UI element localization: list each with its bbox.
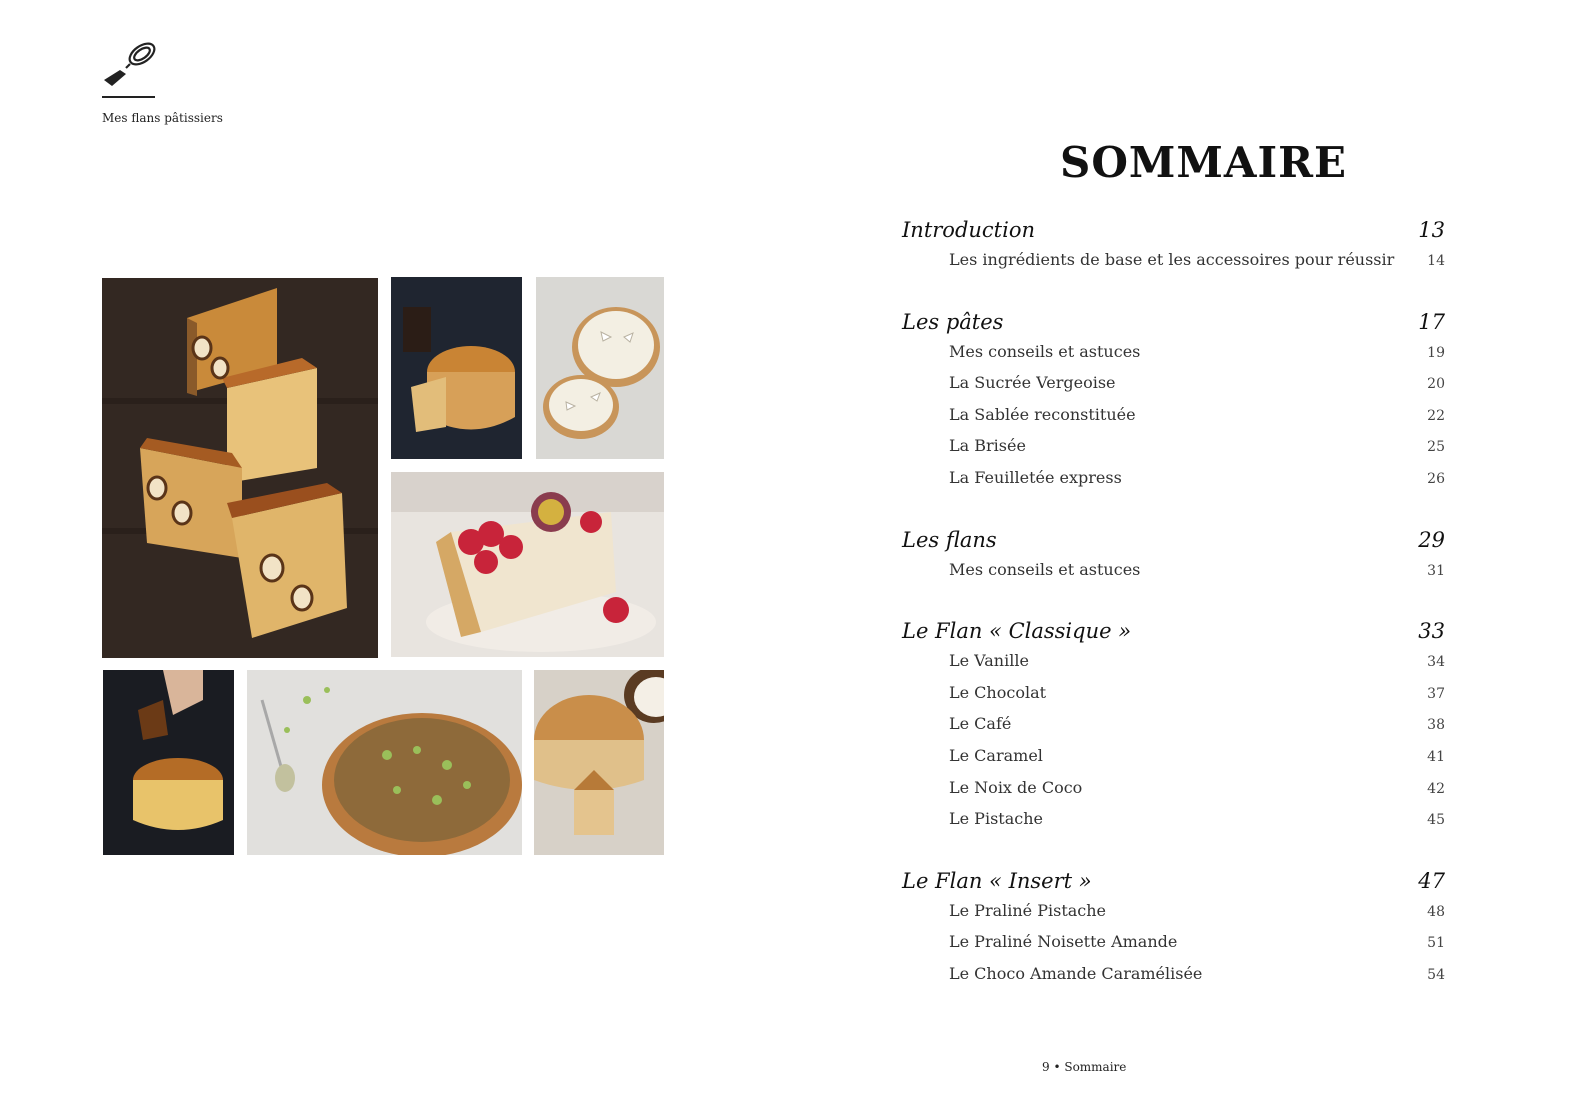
toc-item-label: Le Noix de Coco bbox=[949, 777, 1083, 797]
toc-section-title: Le Flan « Insert » bbox=[902, 868, 1092, 893]
toc-item-label: La Sablée reconstituée bbox=[949, 404, 1136, 424]
toc-section-title: Le Flan « Classique » bbox=[902, 619, 1132, 644]
toc-item-label: Mes conseils et astuces bbox=[949, 341, 1141, 361]
toc-item-label: La Feuilletée express bbox=[949, 467, 1122, 487]
toc-section-header[interactable] bbox=[902, 528, 1445, 560]
toc-section-page: 13 bbox=[1418, 218, 1445, 242]
toc-item[interactable] bbox=[902, 746, 1445, 778]
toc-section-page: 17 bbox=[1418, 309, 1445, 334]
toc-item-page: 41 bbox=[1427, 748, 1445, 765]
toc-item[interactable] bbox=[902, 964, 1445, 996]
toc-item-label: Mes conseils et astuces bbox=[949, 559, 1141, 579]
toc-item-page: 54 bbox=[1427, 966, 1445, 983]
photo-coconut-tart bbox=[536, 277, 664, 459]
toc-item-page: 34 bbox=[1427, 654, 1445, 671]
toc-item[interactable] bbox=[902, 560, 1445, 592]
toc-item-page: 20 bbox=[1427, 376, 1445, 393]
toc-section bbox=[902, 218, 1445, 282]
toc-item[interactable] bbox=[902, 901, 1445, 933]
photo-leopard-flan-slices bbox=[102, 278, 378, 658]
toc-item[interactable] bbox=[902, 342, 1445, 374]
toc-section-title: Introduction bbox=[902, 218, 1035, 242]
toc-section-header[interactable] bbox=[902, 619, 1445, 651]
toc-item-page: 38 bbox=[1427, 717, 1445, 734]
whisk-icon bbox=[100, 36, 160, 88]
toc-item[interactable] bbox=[902, 932, 1445, 964]
toc-item[interactable] bbox=[902, 809, 1445, 841]
photo-coconut-flan bbox=[534, 670, 664, 855]
toc-item-label: Le Chocolat bbox=[949, 682, 1047, 702]
photo-pistachio-flan bbox=[247, 670, 522, 855]
toc-section-header[interactable] bbox=[902, 310, 1445, 342]
toc-item[interactable] bbox=[902, 405, 1445, 437]
toc-item-page: 31 bbox=[1427, 562, 1445, 579]
toc-item-label: La Sucrée Vergeoise bbox=[949, 373, 1116, 393]
toc-section-page: 29 bbox=[1418, 527, 1445, 552]
toc-item-page: 45 bbox=[1427, 812, 1445, 829]
toc-item[interactable] bbox=[902, 683, 1445, 715]
toc-item-page: 51 bbox=[1427, 935, 1445, 952]
toc-section bbox=[902, 528, 1445, 592]
toc-section-title: Les flans bbox=[902, 527, 997, 552]
toc-section-page: 47 bbox=[1418, 868, 1445, 893]
toc-item-page: 26 bbox=[1427, 470, 1445, 487]
toc-section-header[interactable] bbox=[902, 869, 1445, 901]
toc-item[interactable] bbox=[902, 468, 1445, 500]
table-of-contents bbox=[902, 218, 1445, 1024]
toc-item-label: Le Caramel bbox=[949, 745, 1043, 765]
header-rule bbox=[102, 96, 155, 98]
toc-item-page: 37 bbox=[1427, 685, 1445, 702]
photo-raspberry-passion-flan bbox=[391, 472, 664, 657]
toc-item-label: Le Praliné Noisette Amande bbox=[949, 932, 1178, 952]
toc-item-page: 19 bbox=[1427, 344, 1445, 361]
toc-item-label: Le Café bbox=[949, 714, 1012, 734]
toc-item-page: 42 bbox=[1427, 780, 1445, 797]
toc-item[interactable] bbox=[902, 651, 1445, 683]
toc-section bbox=[902, 310, 1445, 500]
page-footer: 9 • Sommaire bbox=[1042, 1060, 1127, 1074]
toc-section-title: Les pâtes bbox=[902, 309, 1004, 334]
toc-item-label: Les ingrédients de base et les accessoires pour réussir bbox=[949, 250, 1395, 269]
toc-section-header[interactable] bbox=[902, 218, 1445, 250]
book-title: Mes flans pâtissiers bbox=[102, 111, 223, 125]
toc-item-page: 25 bbox=[1427, 439, 1445, 456]
toc-item-page: 22 bbox=[1427, 407, 1445, 424]
toc-item[interactable] bbox=[902, 250, 1445, 282]
photo-caramel-flan bbox=[391, 277, 522, 459]
toc-item-page: 48 bbox=[1427, 903, 1445, 920]
toc-item-label: Le Praliné Pistache bbox=[949, 900, 1107, 920]
toc-item-label: La Brisée bbox=[949, 436, 1026, 456]
toc-item[interactable] bbox=[902, 714, 1445, 746]
toc-item-page: 14 bbox=[1427, 253, 1445, 269]
toc-item[interactable] bbox=[902, 778, 1445, 810]
toc-section-page: 33 bbox=[1418, 619, 1445, 644]
toc-item-label: Le Choco Amande Caramélisée bbox=[949, 963, 1203, 983]
toc-title: SOMMAIRE bbox=[1060, 138, 1348, 187]
toc-section bbox=[902, 619, 1445, 841]
toc-item-label: Le Vanille bbox=[949, 651, 1029, 671]
toc-item[interactable] bbox=[902, 436, 1445, 468]
toc-item[interactable] bbox=[902, 373, 1445, 405]
photo-syrup-flan bbox=[103, 670, 234, 855]
toc-item-label: Le Pistache bbox=[949, 809, 1043, 829]
toc-section bbox=[902, 869, 1445, 996]
